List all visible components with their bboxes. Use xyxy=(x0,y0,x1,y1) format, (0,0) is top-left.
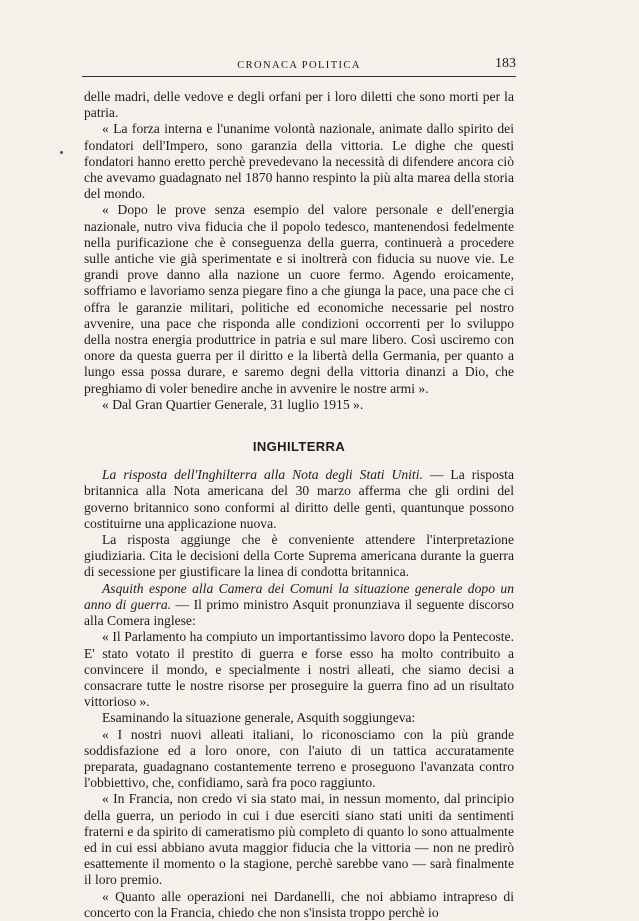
section-title: INGHILTERRA xyxy=(252,439,346,455)
paragraph: « Il Parlamento ha compiuto un importantissimo lavoro dopo la Pentecoste. E' stato votato il prestito di guerra e forse esso ha molto contribuito a convincere il mondo, e specialmente i nostri alleati, che siamo decisi a consacrare tutte le nostre risorse per proseguire la guerra fino ad un risultato vittorioso ». xyxy=(84,629,514,710)
margin-speck xyxy=(60,151,63,154)
paragraph: delle madri, delle vedove e degli orfani per i loro diletti che sono morti per la patria. xyxy=(84,89,514,121)
paragraph-asquith xyxy=(84,581,514,630)
subheading-asquith: Asquith espone alla Camera dei Comuni la situazione generale dopo un anno di guerra. xyxy=(84,580,514,612)
paragraph: « In Francia, non credo vi sia stato mai, in nessun momento, dal principio della guerra, un periodo in cui i due eserciti siano stati uniti da sentimenti fraterni e da spirito di cameratismo più completo di quanto lo sono attualmente ed in cui essi abbiano avuta maggior fiducia che la vittoria — non ne predirò esattemente il momento o la stagione, perchè sarebbe vano — sarà finalmente il loro premio. xyxy=(84,791,514,888)
paragraph: « Dopo le prove senza esempio del valore personale e dell'energia nazionale, nutro viva fiducia che il popolo tedesco, mantenendosi fedelmente nella purificazione che è conseguenza della guerra, continuerà a procedere sulle antiche vie già sperimentate e si inoltrerà con fiducia su nuove vie. Le grandi prove danno alla nazione un cuore fermo. Agendo eroicamente, soffriamo e lavoriamo senza piegare fino a che giunga la pace, una pace che ci offra le garanzie militari, politiche ed economiche necessarie pel nostro avvenire, una pace che risponda alle condizioni occorrenti per lo sviluppo della nostra energia produttrice in patria e sul mare libero. Così usciremo con onore da questa guerra per il diritto e la libertà della Germania, per quanto a lungo essa possa durare, e saremo degni della vittoria dinanzi a Dio, che preghiamo di voler benedire anche in avvenire le nostre armi ». xyxy=(84,202,514,396)
paragraph: « La forza interna e l'unanime volontà nazionale, animate dallo spirito dei fondatori dell'Impero, sono garanzia della vittoria. Le dighe che questi fondatori hanno eretto perchè prevedevano la necessità di difendere ancora ciò che avevamo guadagnato nel 1870 hanno respinto la più alta marea della storia del mondo. xyxy=(84,121,514,202)
paragraph-asquith-text: — Il primo ministro Asquit pronunziava il seguente discorso alla Comera inglese: xyxy=(84,596,514,629)
page-body xyxy=(84,89,514,921)
paragraph: Esaminando la situazione generale, Asquith soggiungeva: xyxy=(102,710,416,726)
running-head: CRONACA POLITICA xyxy=(237,60,361,71)
paragraph: « Dal Gran Quartier Generale, 31 luglio 1915 ». xyxy=(102,396,364,412)
subheading-risposta: La risposta dell'Inghilterra alla Nota degli Stati Uniti. xyxy=(102,467,423,483)
paragraph: « Quanto alle operazioni nei Dardanelli, che noi abbiamo intrapreso di concerto con la Francia, chiedo che non s'insista troppo perchè io xyxy=(84,888,514,920)
paragraph: La risposta aggiunge che è conveniente attendere l'interpretazione giudiziaria. Cita le decisioni della Corte Suprema americana durante la guerra di secessione per giustificare la linea di condotta britannica. xyxy=(84,532,514,580)
paragraph-risposta-text: — La risposta britannica alla Nota americana del 30 marzo afferma che gli ordini del governo britannico sono conformi al diritto delle genti, quantunque possono costituirne una applicazione nuova. xyxy=(84,467,514,531)
page-number: 183 xyxy=(495,56,516,71)
paragraph: « I nostri nuovi alleati italiani, lo riconosciamo con la più grande soddisfazione ed a loro onore, con l'aiuto di un tattica accuratamente preparata, guadagnano costantemente terreno e proseguono l'avanzata contro l'obbiettivo, che, confidiamo, sarà fra poco raggiunto. xyxy=(84,726,514,791)
paragraph-risposta xyxy=(84,467,514,532)
page-header xyxy=(82,56,516,77)
